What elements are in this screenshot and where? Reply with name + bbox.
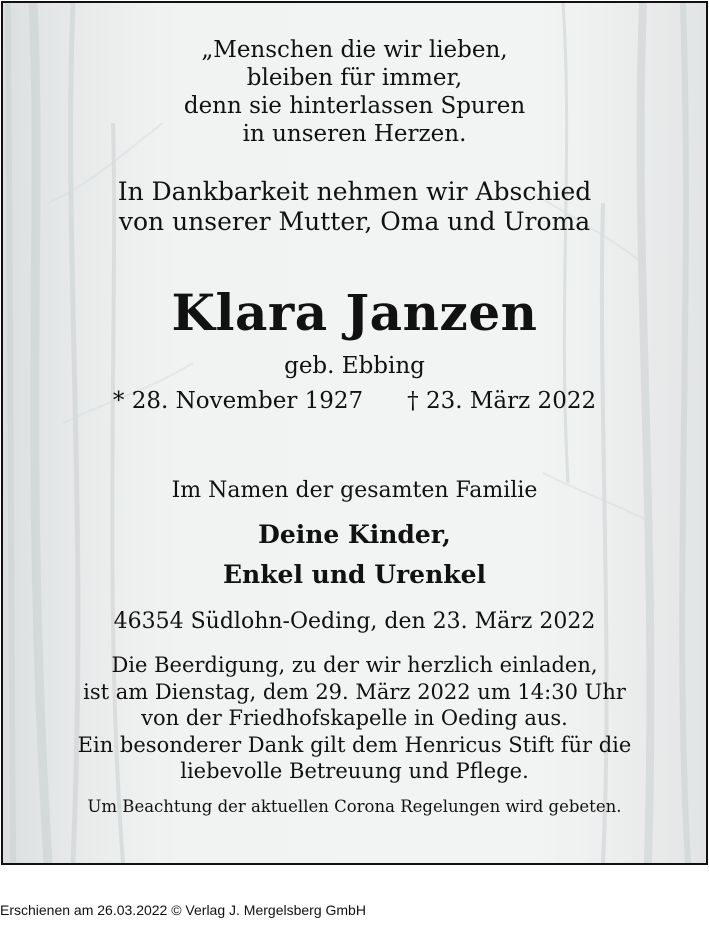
life-dates [3, 388, 706, 414]
funeral-line: von der Friedhofskapelle in Oeding aus. [141, 706, 568, 730]
place-date: 46354 Südlohn-Oeding, den 23. März 2022 [113, 609, 596, 634]
obituary-notice [1, 1, 708, 865]
mourners-line: Deine Kinder, [258, 520, 451, 549]
death-date: † 23. März 2022 [407, 388, 597, 414]
funeral-line: Ein besonderer Dank gilt dem Henricus Stift für die [77, 732, 632, 757]
funeral-details [3, 652, 706, 785]
deceased-name: Klara Janzen [171, 283, 538, 342]
quote-line: in unseren Herzen. [242, 121, 467, 147]
mourners [3, 515, 706, 595]
publication-footer: Erschienen am 26.03.2022 © Verlag J. Mergelsberg GmbH [0, 902, 366, 918]
quote-line: bleiben für immer, [246, 65, 463, 91]
funeral-line: Die Beerdigung, zu der wir herzlich einladen, [111, 653, 598, 677]
intro-line: von unserer Mutter, Oma und Uroma [118, 207, 591, 236]
mourners-line: Enkel und Urenkel [223, 560, 486, 589]
farewell-intro [3, 177, 706, 237]
funeral-line: ist am Dienstag, dem 29. März 2022 um 14:30 Uhr [83, 679, 626, 704]
quote-line: denn sie hinterlassen Spuren [183, 93, 526, 119]
quote-line: „Menschen die wir lieben, [201, 37, 508, 63]
intro-line: In Dankbarkeit nehmen wir Abschied [117, 177, 592, 206]
birth-date: * 28. November 1927 [112, 388, 364, 414]
funeral-line: liebevolle Betreuung und Pflege. [180, 759, 529, 783]
birth-name: geb. Ebbing [284, 353, 425, 379]
quote-block [3, 36, 706, 148]
family-line: Im Namen der gesamten Familie [171, 478, 538, 503]
corona-note: Um Beachtung der aktuellen Corona Regelungen wird gebeten. [87, 797, 622, 816]
